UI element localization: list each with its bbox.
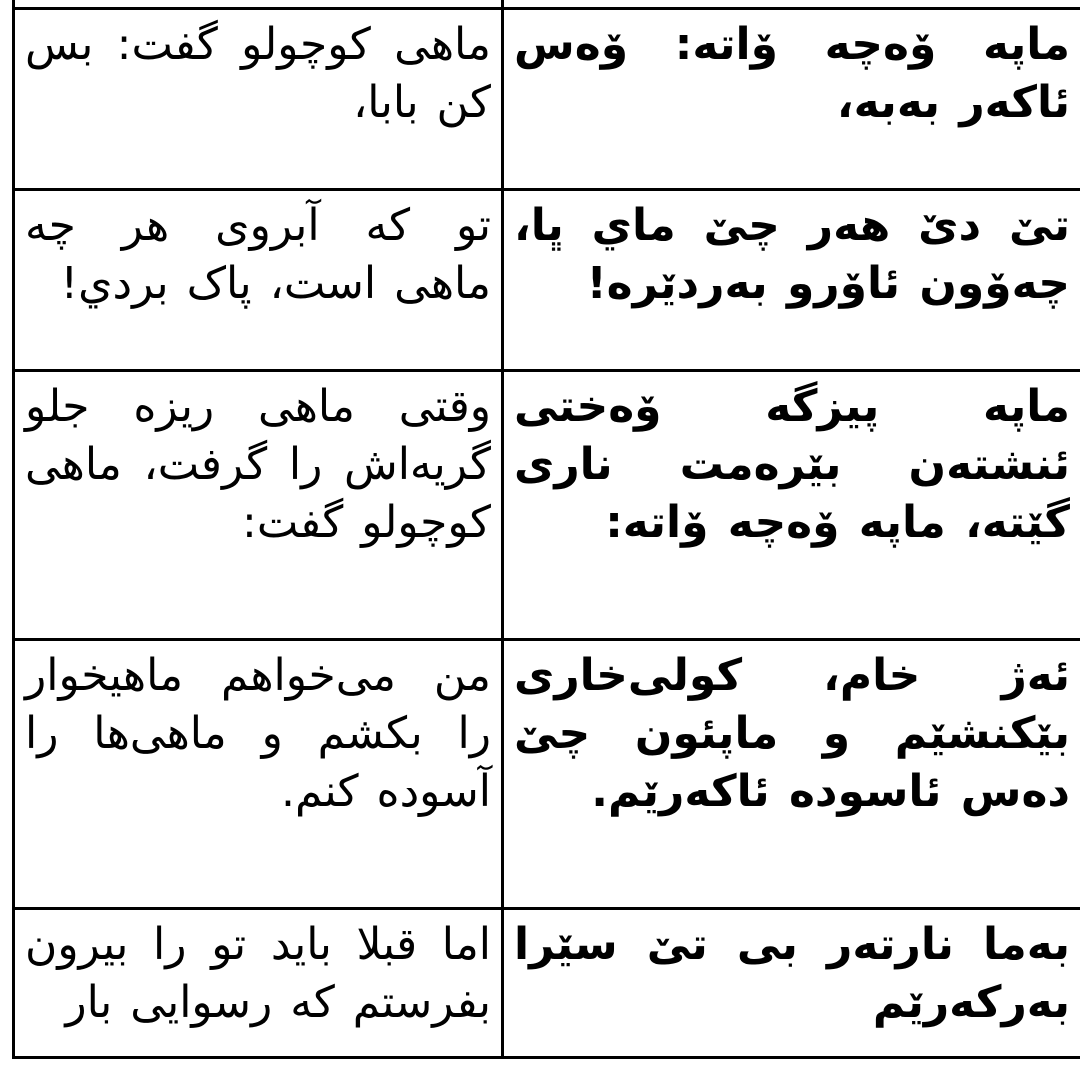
- persian-cell: اما قبلا باید تو را بیرون بفرستم که رسوایی بار: [14, 909, 503, 1058]
- kurdish-cell: ئەژ خام، کولی‌خاری بێکنشێم و ماپئون چێ دەس ئاسوده ئاکەرێم.: [503, 640, 1080, 909]
- kurdish-cell: ماپه پیزگه ۆەختی ئنشتەن بێرەمت ناری گێته، ماپه ۆەچه ۆاته:: [503, 371, 1080, 640]
- table-row: [14, 190, 1080, 371]
- table-row: [14, 0, 1080, 9]
- kurdish-cell: بەما نارتەر بی تێ سێرا بەرکەرێم: [503, 909, 1080, 1058]
- persian-cell: من می‌خواهم ماهیخوار را بکشم و ماهی‌ها را آسوده کنم.: [14, 640, 503, 909]
- bilingual-table: [12, 0, 1080, 1059]
- kurdish-cell: [503, 0, 1080, 9]
- persian-cell: تو که آبروی هر چه ماهی است، پاک بردي!: [14, 190, 503, 371]
- table-row: [14, 640, 1080, 909]
- persian-cell: ماهی کوچولو گفت: بس کن بابا،: [14, 9, 503, 190]
- table-row: [14, 909, 1080, 1058]
- table-row: [14, 371, 1080, 640]
- persian-cell: وقتی ماهی ریزه جلو گریه‌اش را گرفت، ماهی کوچولو گفت:: [14, 371, 503, 640]
- kurdish-cell: ماپه ۆەچه ۆاته: ۆەس ئاکەر بەبه،: [503, 9, 1080, 190]
- persian-cell: [14, 0, 503, 9]
- table-row: [14, 9, 1080, 190]
- kurdish-cell: تێ دێ هەر چێ ماي ڀا، چەۆون ئاۆرو بەردێره!: [503, 190, 1080, 371]
